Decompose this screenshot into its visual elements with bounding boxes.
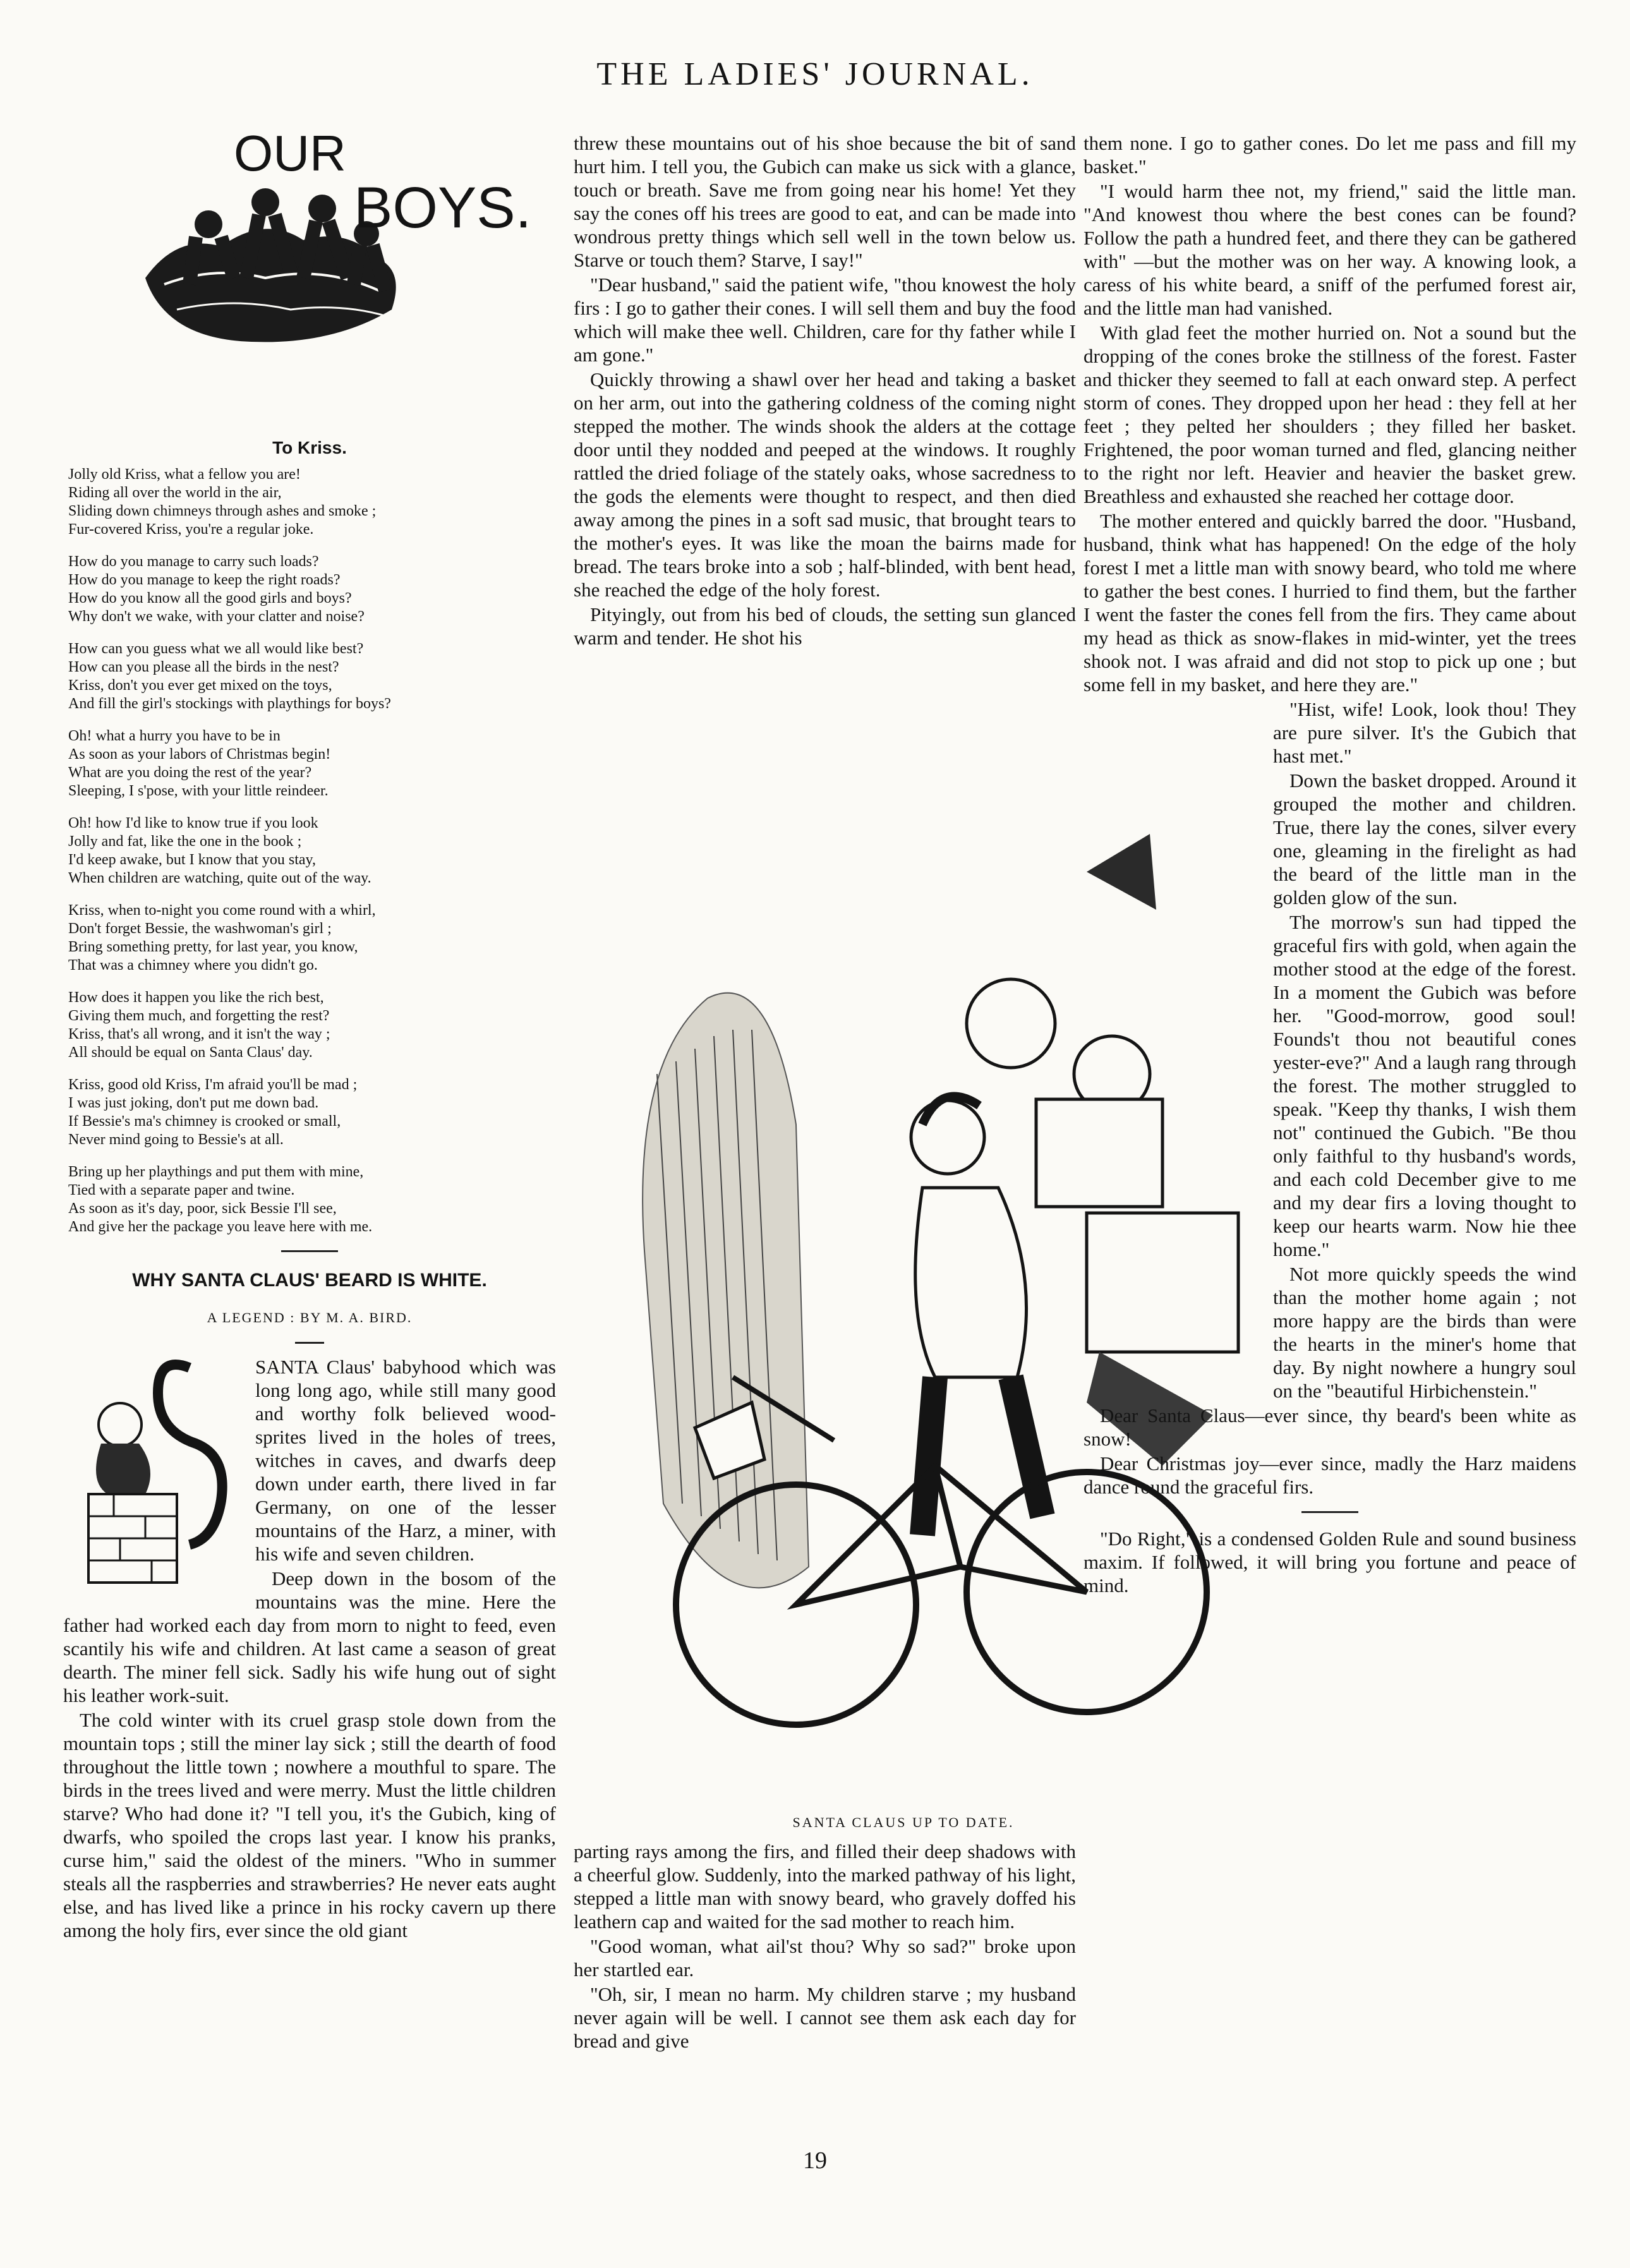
story-paragraph: "Hist, wife! Look, look thou! They are pure silver. It's the Gubich that hast met." [1273,698,1576,767]
poem-line: If Bessie's ma's chimney is crooked or small, [68,1113,341,1130]
poem-line: Why don't we wake, with your clatter and noise? [68,608,365,625]
column-3 [1084,131,1576,1598]
story-paragraph: them none. I go to gather cones. Do let me pass and fill my basket." [1084,132,1576,178]
poem-line: As soon as your labors of Christmas begin! [68,746,331,763]
story-paragraph: The morrow's sun had tipped the graceful firs with gold, when again the mother stood at the edge of the forest. In a moment the Gubich was before her. "Good-morrow, good soul! Founds't thou not beautiful cones yester-eve?" And a laugh rang through the forest. The mother struggled to speak. "Keep thy thanks, I wish them not" continued the Gubich. "Be thou only faithful to thy husband's words, and each cold December give to me and my dear firs a loving thought to keep our hearts warm. Now hie thee home." [1273,911,1576,1260]
our-boys-header [139,120,531,354]
story-paragraph: The cold winter with its cruel grasp stole down from the mountain tops ; still the miner lay sick ; still the dearth of food throughout the little town ; nowhere a mouthful to spare. The birds in the trees lived and were merry. Must the little children starve? Who had done it? "I tell you, it's the Gubich, king of dwarfs, who spoiled the crops last year. I know his pranks, curse him," said the oldest of the miners. "Who in summer steals all the raspberries and strawberries? He never eats aught else, and has lived like a prince in his rocky cavern up there among the holy firs, ever since the old giant [63,1709,556,1941]
poem-line: How do you manage to carry such loads? [68,553,319,570]
poem-line: How do you manage to keep the right roads? [68,572,341,588]
maxim: "Do Right," is a condensed Golden Rule and sound business maxim. If followed, it will bring you fortune and peace of mind. [1084,1528,1576,1596]
divider [281,1250,338,1252]
story-column-2 [574,131,1076,649]
poem-line: Jolly old Kriss, what a fellow you are! [68,466,301,483]
poem-stanza [68,1163,556,1236]
poem-line: How does it happen you like the rich best, [68,989,324,1006]
story-paragraph: SANTA Claus' babyhood which was long long ago, while still many good and worthy folk believed wood-sprites lived in the holes of trees, witches in caves, and dwarfs deep down under earth, there lived in far Germany, on one of the lesser mountains of the Harz, a miner, with his wife and seven children. [255,1356,556,1565]
page-number: 19 [803,2147,827,2174]
story-paragraph: parting rays among the firs, and filled their deep shadows with a cheerful glow. Suddenly, into the marked pathway of his light, stepped a little man with snowy beard, who gravely doffed his leathern cap and waited for the sad mother to reach him. [574,1840,1076,1933]
story-paragraph: Quickly throwing a shawl over her head and taking a basket on her arm, out into the gathering coldness of the coming night stepped the mother. The winds shook the alders at the cottage door until they nodded and peeped at the windows. It roughly rattled the dried foliage of the stately oaks, whose sacredness to the gods the elements were thought to respect, and then died away among the pines in a soft sad music, that brought tears to the mother's eyes. It was like the moan the bairns made for bread. The tears broke into a sob ; half-blinded, with bent head, she reached the edge of the holy forest. [574,368,1076,601]
poem-line: All should be equal on Santa Claus' day. [68,1044,313,1061]
story-paragraph: "Dear husband," said the patient wife, "thou knowest the holy firs : I go to gather their cones. I will sell them and buy the food which will make thee well. Children, care for thy father while I am gone." [574,274,1076,366]
poem-line: Sliding down chimneys through ashes and smoke ; [68,503,377,519]
poem-line: Jolly and fat, like the one in the book ; [68,833,302,850]
poem [63,466,556,1236]
poem-line: Oh! what a hurry you have to be in [68,728,281,744]
story-paragraph: "Good woman, what ail'st thou? Why so sad?" broke upon her startled ear. [574,1935,1076,1981]
poem-stanza [68,553,556,626]
story-paragraph: Dear Christmas joy—ever since, madly the Harz maidens dance round the graceful firs. [1084,1452,1576,1498]
poem-stanza [68,466,556,539]
story-paragraph: Not more quickly speeds the wind than the mother home again ; not more happy are the birds than were the hearts in the miner's home that day. By night nowhere a hungry soul on the "beautiful Hirbichenstein." [1273,1263,1576,1402]
story-paragraph: Dear Santa Claus—ever since, thy beard's been white as snow! [1084,1404,1576,1450]
poem-stanza [68,640,556,713]
poem-line: Kriss, don't you ever get mixed on the toys, [68,677,332,694]
story-paragraph: The mother entered and quickly barred the door. "Husband, husband, think what has happened! On the edge of the holy forest I met a little man with snowy beard, who told me where to gather the best cones. I hurried to find them, but the farther I went the faster the cones fell from the firs. They came about my head as thick as snow-flakes in mid-winter, yet the trees shook not. I was afraid and did not stop to pick up one ; but some fell in my basket, and here they are." [1084,510,1576,696]
story-paragraph: threw these mountains out of his shoe because the bit of sand hurt him. I tell you, the Gubich can make us sick with a glance, touch or breath. Save me from going near his home! Yet they say the cones off his trees are good to eat, and can be made into wondrous pretty things which sell well in the town below us. Starve or touch them? Starve, I say!" [574,132,1076,271]
poem-line: Kriss, when to-night you come round with a whirl, [68,902,376,919]
poem-line: And fill the girl's stockings with playthings for boys? [68,696,391,712]
poem-line: Giving them much, and forgetting the rest? [68,1008,330,1024]
story-paragraph: "I would harm thee not, my friend," said the little man. "And knowest thou where the best cones can be found? Follow the path a hundred feet, and there they can be gathered with" —but the mother was on her way. A knowing look, a caress of his white beard, a sniff of the perfumed forest air, and the little man had vanished. [1084,180,1576,319]
poem-line: That was a chimney where you didn't go. [68,957,318,974]
poem-line: When children are watching, quite out of the way. [68,870,371,886]
poem-line: Sleeping, I s'pose, with your little reindeer. [68,783,329,799]
poem-line: What are you doing the rest of the year? [68,764,312,781]
poem-stanza [68,902,556,975]
our-boys-title-word2: BOYS. [354,176,531,240]
poem-stanza [68,989,556,1062]
poem-line: I'd keep awake, but I know that you stay, [68,852,316,868]
our-boys-title-word1: OUR [234,125,346,181]
poem-line: How can you please all the birds in the nest? [68,659,339,675]
story-paragraph: With glad feet the mother hurried on. Not a sound but the dropping of the cones broke the stillness of the forest. Faster and thicker they seemed to fall at each onward step. A perfect storm of cones. They dropped upon her head : they fell at her feet ; they pelted her shoulders ; they filled her basket. Frightened, the poor woman turned and fled, glancing neither to the right nor left. Heavier and heavier the basket grew. Breathless and exhausted she reached her cottage door. [1084,322,1576,507]
poem-line: Bring something pretty, for last year, you know, [68,939,358,955]
poem-stanza [68,727,556,800]
poem-line: Bring up her playthings and put them with mine, [68,1164,364,1180]
poem-line: As soon as it's day, poor, sick Bessie I'll see, [68,1200,337,1217]
poem-stanza [68,1076,556,1149]
poem-line: Tied with a separate paper and twine. [68,1182,295,1198]
story-heading: WHY SANTA CLAUS' BEARD IS WHITE. [132,1270,487,1291]
story-byline: A LEGEND : BY M. A. BIRD. [207,1310,413,1325]
poem-line: How do you know all the good girls and boys? [68,590,352,606]
poem-line: Riding all over the world in the air, [68,485,282,501]
poem-line: Fur-covered Kriss, you're a regular joke. [68,521,314,538]
poem-stanza [68,814,556,888]
story-column-2-continued [574,1840,1076,2053]
column-1 [63,436,556,1943]
illustration-caption: SANTA CLAUS UP TO DATE. [792,1814,1015,1830]
story-paragraph: Pityingly, out from his bed of clouds, the setting sun glanced warm and tender. He shot his [574,603,1076,649]
poem-line: Kriss, that's all wrong, and it isn't the way ; [68,1026,330,1042]
poem-line: Don't forget Bessie, the washwoman's girl ; [68,920,332,937]
poem-title: To Kriss. [272,438,347,457]
poem-line: Oh! how I'd like to know true if you look [68,815,318,831]
story-paragraph: Down the basket dropped. Around it grouped the mother and children. True, there lay the cones, silver every one, gleaming in the firelight as had the beard of the little man in the golden glow of the sun. [1273,769,1576,908]
poem-line: And give her the package you leave here with me. [68,1219,373,1235]
column-2 [574,131,1076,651]
column-2-bottom [574,1840,1076,2054]
santa-chimney-illustration [63,1355,246,1595]
story-paragraph: Deep down in the bosom of the mountains was the mine. Here the father had worked each day from morn to night to feed, even scantily his wife and children. At last came a season of great dearth. The miner fell sick. Sadly his wife hung out of sight his leather work-suit. [63,1567,556,1706]
story-column-3 [1084,131,1576,1499]
masthead: THE LADIES' JOURNAL. [596,56,1034,92]
divider [295,1342,324,1344]
poem-line: How can you guess what we all would like best? [68,641,364,657]
story-paragraph: "Oh, sir, I mean no harm. My children starve ; my husband never again will be well. I cannot see them ask each day for bread and give [574,1983,1076,2052]
poem-line: Kriss, good old Kriss, I'm afraid you'll be mad ; [68,1077,358,1093]
divider [1301,1511,1358,1513]
poem-line: I was just joking, don't put me down bad. [68,1095,319,1111]
poem-line: Never mind going to Bessie's at all. [68,1131,284,1148]
our-boys-illustration [139,120,531,354]
